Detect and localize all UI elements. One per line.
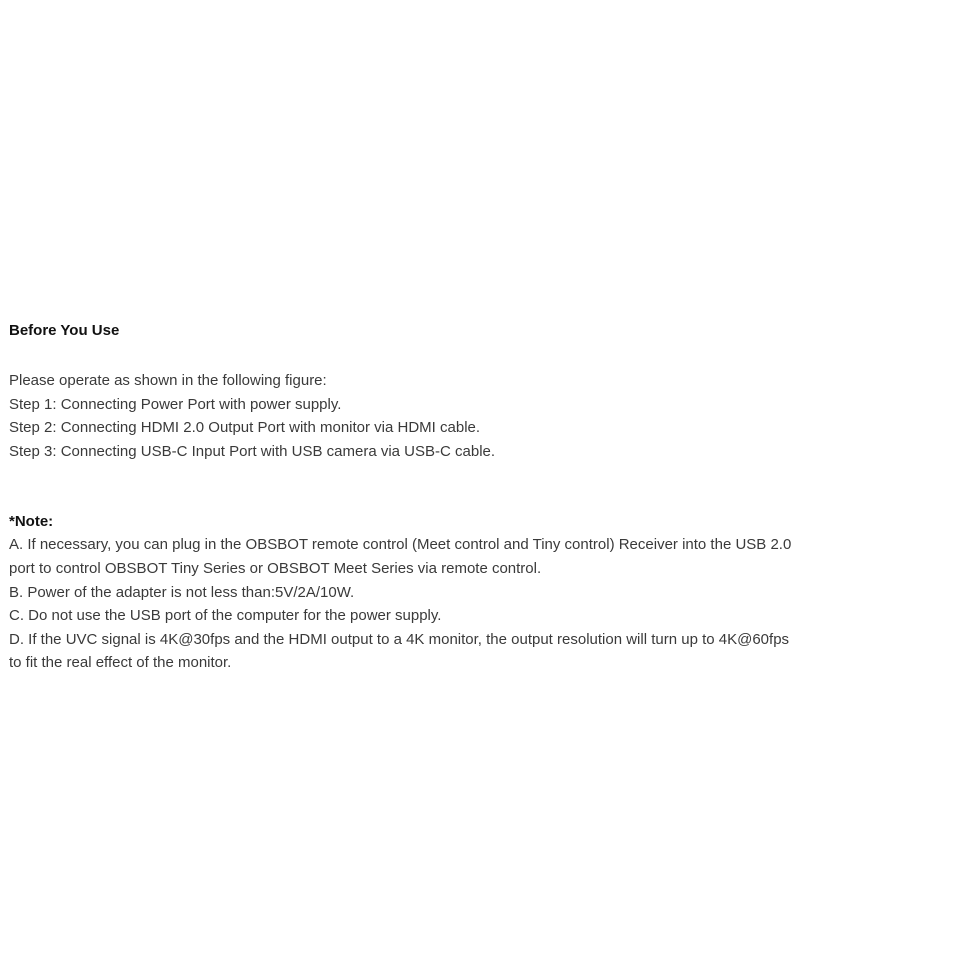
spacer (9, 341, 959, 369)
step-1-line: Step 1: Connecting Power Port with power supply. (9, 395, 342, 413)
note-a-line-1: A. If necessary, you can plug in the OBSBOT remote control (Meet control and Tiny control) Receiver into the USB 2.0 (9, 536, 792, 554)
note-d-line-1: D. If the UVC signal is 4K@30fps and the HDMI output to a 4K monitor, the output resolution will turn up to 4K@60fps (9, 630, 790, 648)
note-a-line-2: port to control OBSBOT Tiny Series or OBSBOT Meet Series via remote control. (9, 559, 542, 577)
step-2-line: Step 2: Connecting HDMI 2.0 Output Port with monitor via HDMI cable. (9, 419, 481, 437)
intro-line: Please operate as shown in the following figure: (9, 372, 327, 389)
before-you-use-heading: Before You Use (9, 322, 120, 339)
note-d-line-2: to fit the real effect of the monitor. (9, 654, 232, 672)
spacer (9, 463, 959, 510)
step-3-line: Step 3: Connecting USB-C Input Port with USB camera via USB-C cable. (9, 442, 496, 460)
note-c-line: C. Do not use the USB port of the computer for the power supply. (9, 607, 442, 625)
note-b-line: B. Power of the adapter is not less than:5V/2A/10W. (9, 583, 355, 601)
document-body (9, 321, 959, 675)
note-heading: *Note: (9, 513, 54, 531)
